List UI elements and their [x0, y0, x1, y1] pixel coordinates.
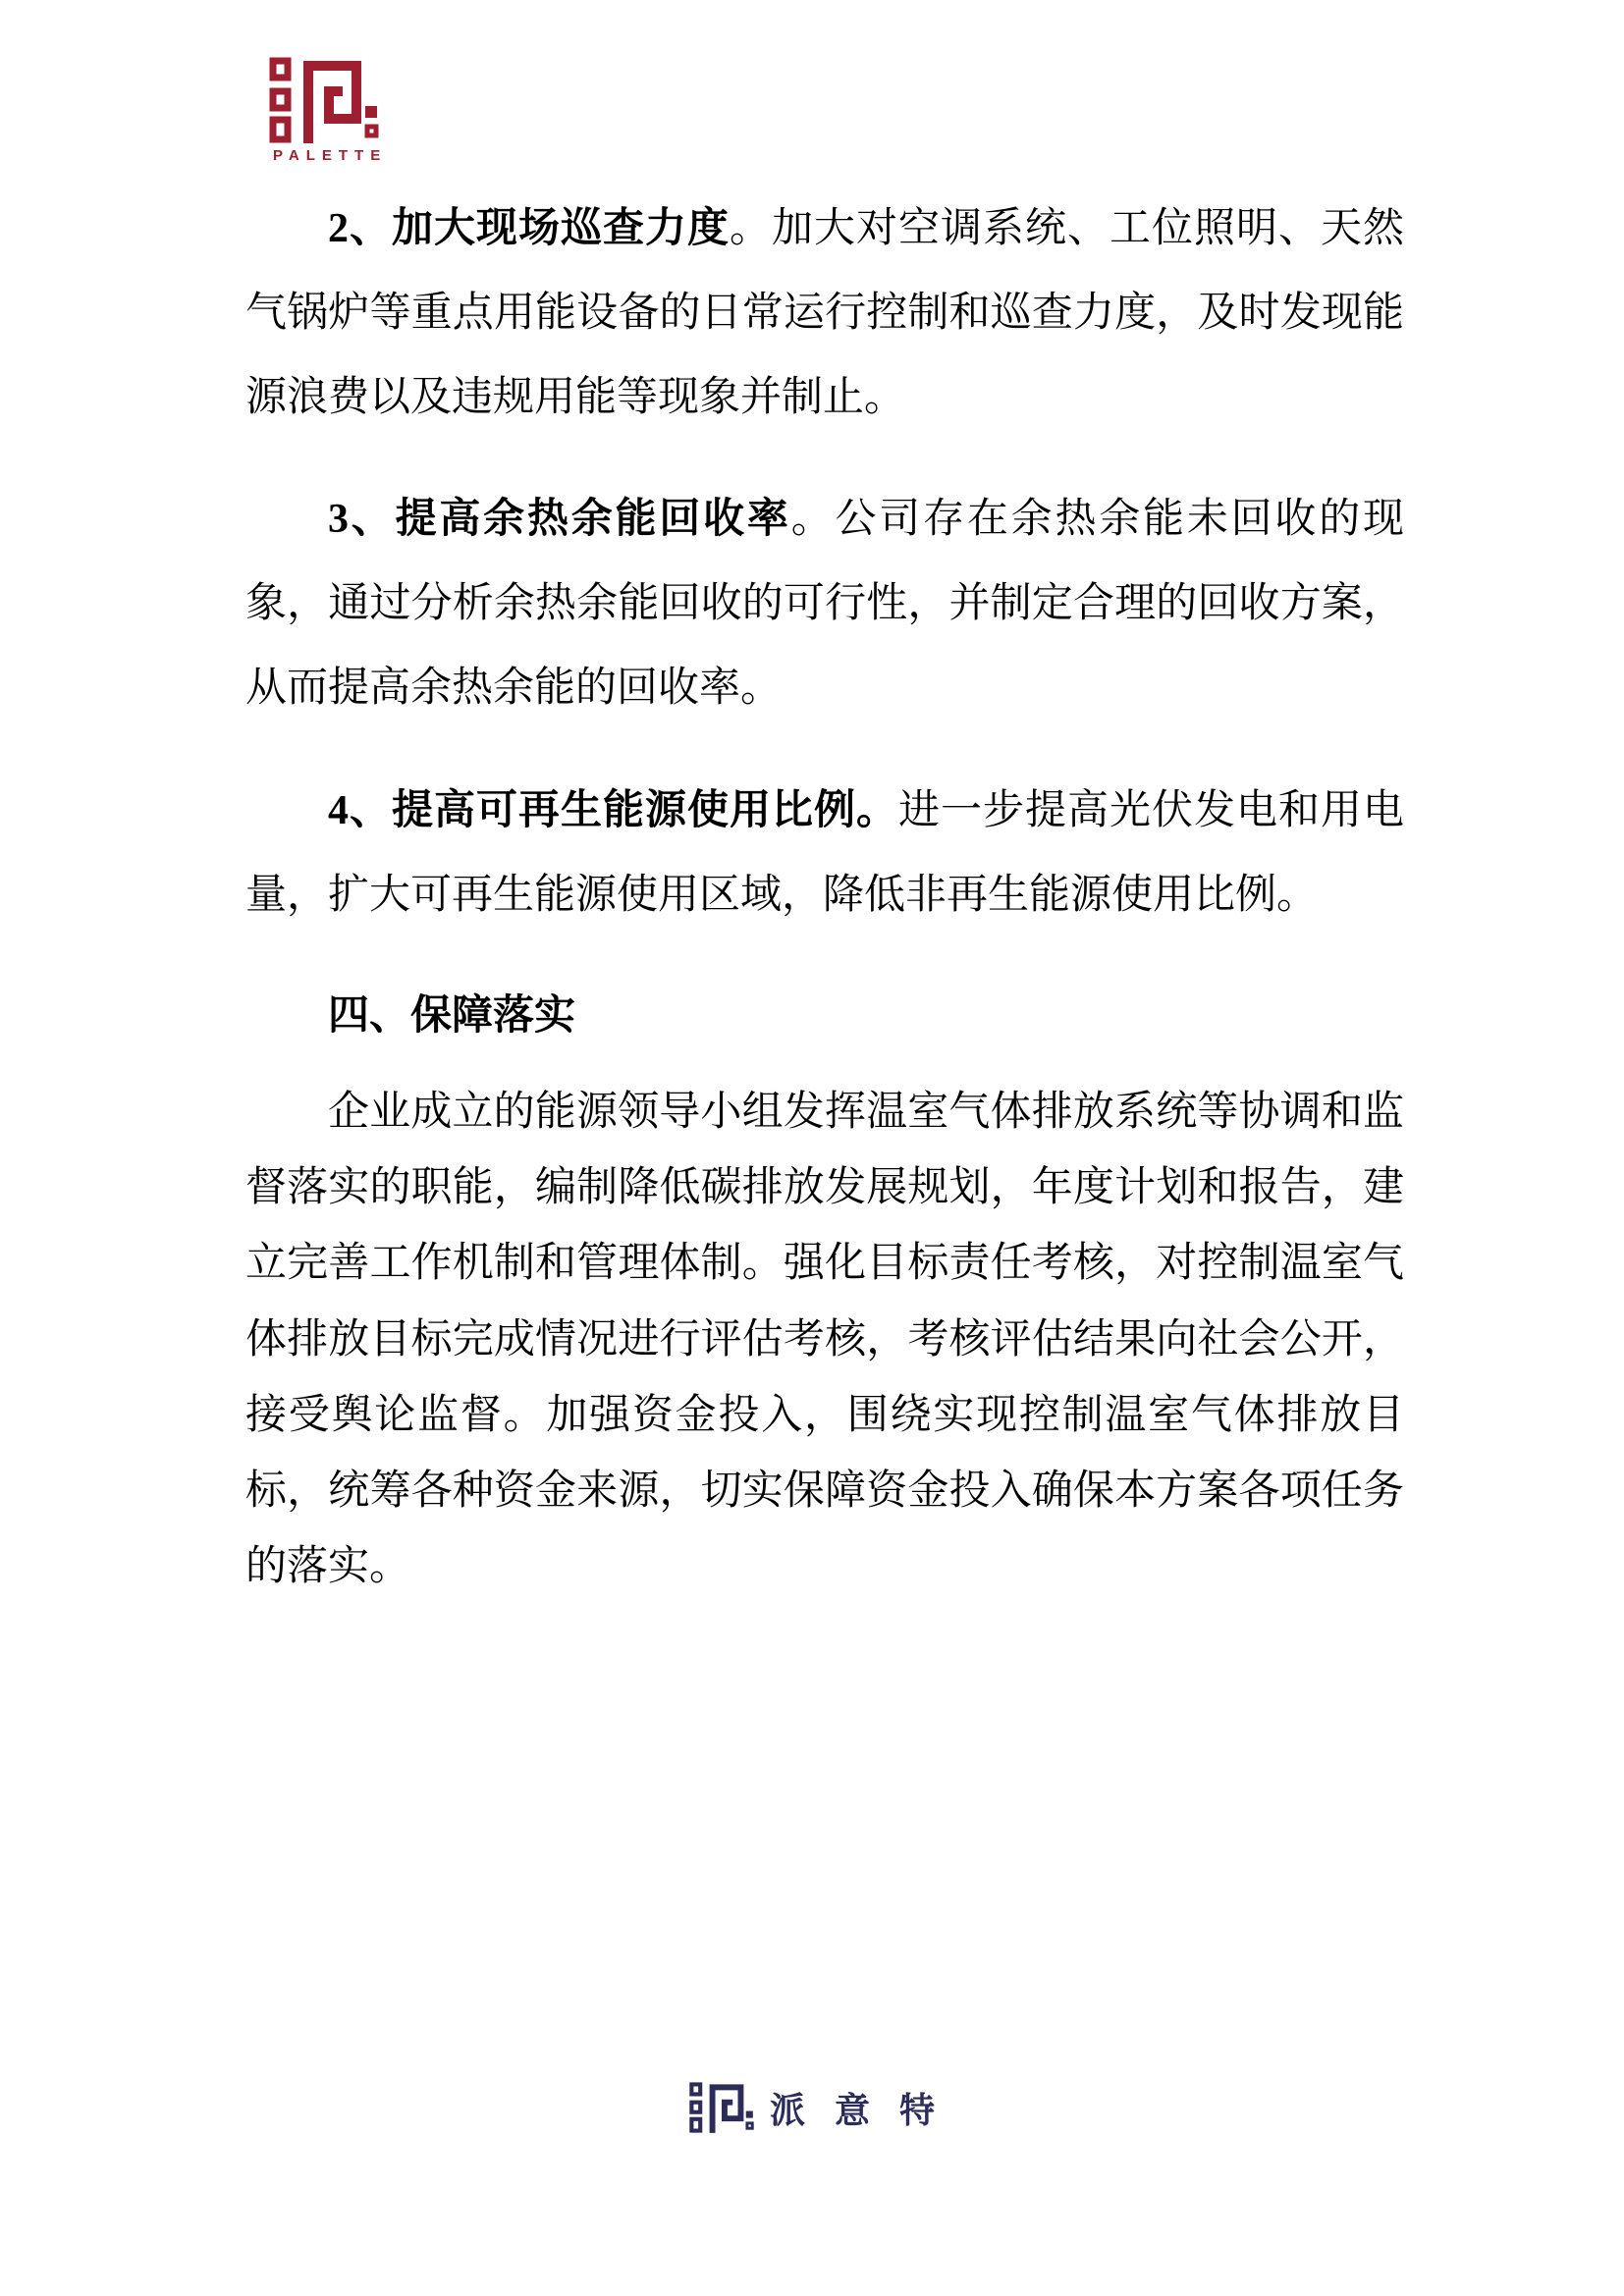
closing-paragraph: 企业成立的能源领导小组发挥温室气体排放系统等协调和监督落实的职能，编制降低碳排放发展规划，年度计划和报告，建立完善工作机制和管理体制。强化目标责任考核，对控制温室气体排放目标完成情况进行评估考核，考核评估结果向社会公开，接受舆论监督。加强资金投入，围绕实现控制温室气体排放目标，统筹各种资金来源，切实保障资金投入确保本方案各项任务的落实。	[245, 1089, 1404, 1590]
footer-logo-icon	[689, 2081, 754, 2134]
palette-logo	[266, 57, 388, 164]
paragraph-heat-recovery-body: 。公司存在余热余能未回收的现象，通过分析余热余能回收的可行性，并制定合理的回收方案，从而提高余热余能的回收率。	[245, 497, 1404, 712]
palette-logo-text: PALETTE	[273, 147, 388, 164]
footer-brand-text: 派意特	[769, 2089, 964, 2130]
paragraph-heat-recovery	[245, 477, 1404, 730]
document-content	[245, 187, 1404, 1606]
paragraph-inspection-body: 。加大对空调系统、工位照明、天然气锅炉等重点用能设备的日常运行控制和巡查力度，及时发现能源浪费以及违规用能等现象并制止。	[245, 206, 1404, 421]
paragraph-renewables-body: 进一步提高光伏发电和用电量，扩大可再生能源使用区域，降低非再生能源使用比例。	[245, 787, 1404, 918]
section-heading: 四、保障落实	[328, 992, 576, 1039]
palette-logo-icon	[269, 57, 379, 143]
paragraph-heat-recovery-lead: 3、提高余热余能回收率	[328, 497, 791, 543]
paragraph-inspection	[245, 187, 1404, 440]
paragraph-inspection-lead: 2、加大现场巡查力度	[328, 206, 730, 251]
footer-brand	[0, 2081, 1624, 2134]
paragraph-renewables	[245, 769, 1404, 937]
paragraph-renewables-lead: 4、提高可再生能源使用比例。	[328, 787, 898, 833]
